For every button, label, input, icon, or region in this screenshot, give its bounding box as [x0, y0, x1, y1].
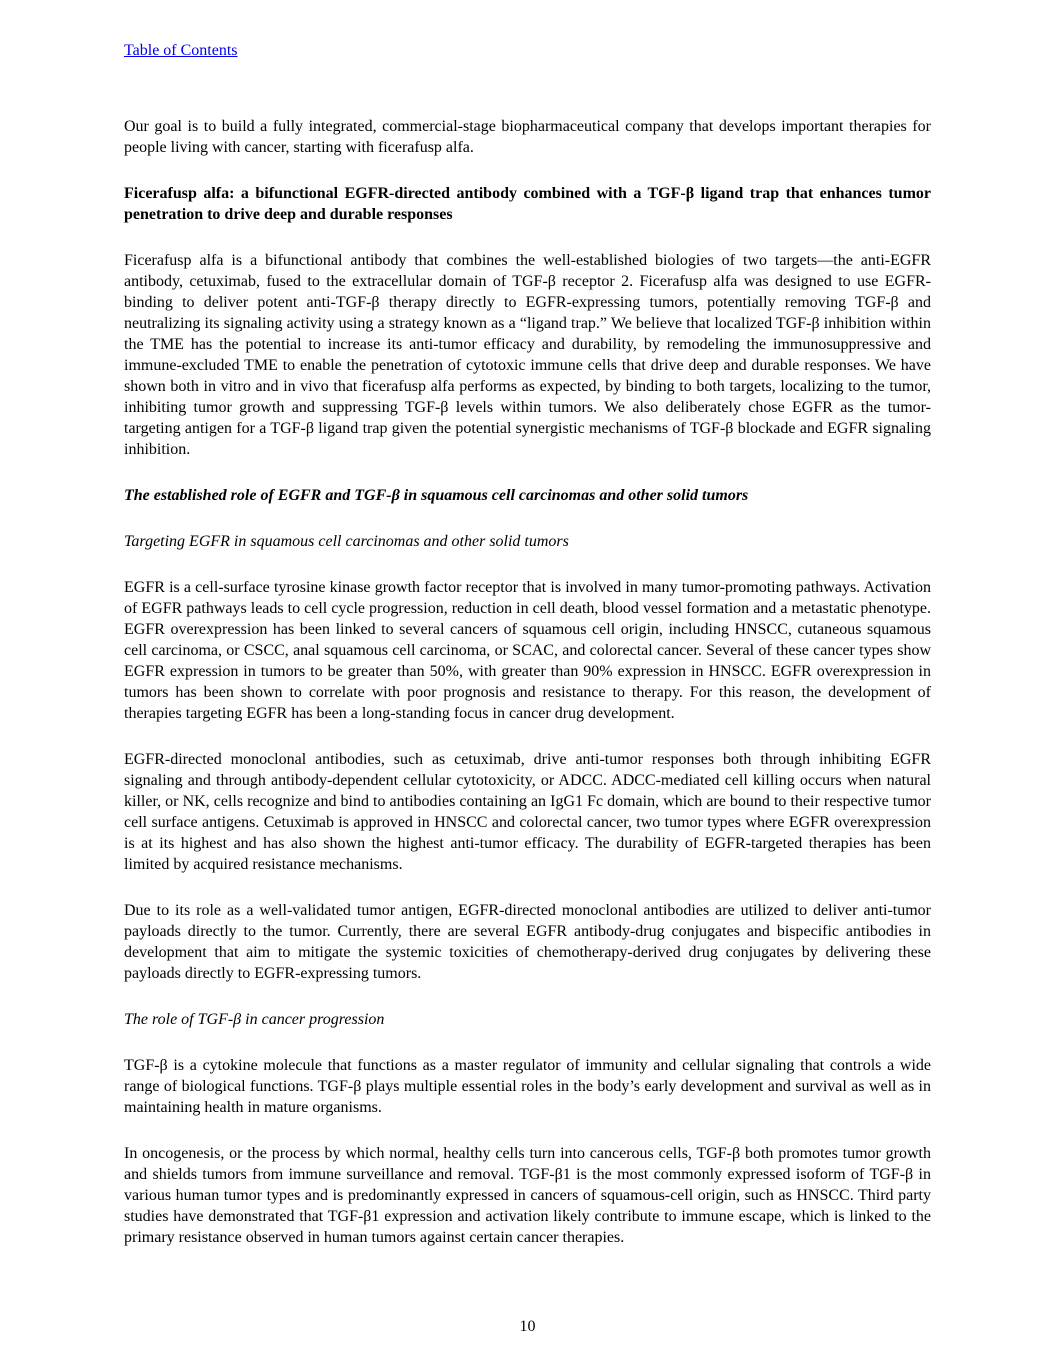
heading-established-role: The established role of EGFR and TGF-β in squamous cell carcinomas and other solid tumors [124, 487, 749, 504]
paragraph-monoclonal-antibodies: EGFR-directed monoclonal antibodies, such as cetuximab, drive anti-tumor responses both through inhibiting EGFR signaling and through antibody-dependent cellular cytotoxicity, or ADCC. ADCC-mediated cell killing occurs when natural killer, or NK, cells recognize and bind to antibodies containing an IgG1 Fc domain, which are bound to their respective tumor cell surface antigens. Cetuximab is approved in HNSCC and colorectal cancer, two tumor types where EGFR overexpression is at its highest and has also shown the highest anti-tumor efficacy. The durability of EGFR-targeted therapies has been limited by acquired resistance mechanisms. [124, 751, 931, 873]
paragraph-tgfb-cytokine: TGF-β is a cytokine molecule that functions as a master regulator of immunity and cellular signaling that controls a wide range of biological functions. TGF-β plays multiple essential roles in the body’s early development and survival as well as in maintaining health in mature organisms. [124, 1057, 931, 1116]
paragraph-oncogenesis: In oncogenesis, or the process by which normal, healthy cells turn into cancerous cells, TGF-β both promotes tumor growth and shields tumors from immune surveillance and removal. TGF-β1 is the most commonly expressed isoform of TGF-β in various human tumor types and is predominantly expressed in cancers of squamous-cell origin, such as HNSCC. Third party studies have demonstrated that TGF-β1 expression and activation likely contribute to immune escape, which is linked to the primary resistance observed in human tumors against certain cancer therapies. [124, 1145, 931, 1246]
heading-ficerafusp-alfa: Ficerafusp alfa: a bifunctional EGFR-directed antibody combined with a TGF-β ligand trap that enhances tumor penetration to drive deep and durable responses [124, 185, 931, 223]
paragraph-antibody-payloads: Due to its role as a well-validated tumor antigen, EGFR-directed monoclonal antibodies are utilized to deliver anti-tumor payloads directly to the tumor. Currently, there are several EGFR antibody-drug conjugates and bispecific antibodies in development that aim to mitigate the systemic toxicities of chemotherapy-derived drug conjugates by delivering these payloads directly to EGFR-expressing tumors. [124, 902, 931, 982]
table-of-contents-link[interactable]: Table of Contents [124, 42, 238, 59]
heading-targeting-egfr: Targeting EGFR in squamous cell carcinomas and other solid tumors [124, 533, 569, 550]
heading-tgfb-cancer-progression: The role of TGF-β in cancer progression [124, 1011, 385, 1028]
page-number: 10 [519, 1318, 536, 1335]
paragraph-company-goal: Our goal is to build a fully integrated, commercial-stage biopharmaceutical company that develops important therapies for people living with cancer, starting with ficerafusp alfa. [124, 118, 931, 156]
paragraph-egfr-overview: EGFR is a cell-surface tyrosine kinase growth factor receptor that is involved in many tumor-promoting pathways. Activation of EGFR pathways leads to cell cycle progression, reduction in cell death, blood vessel formation and a metastatic phenotype. EGFR overexpression has been linked to several cancers of squamous cell origin, including HNSCC, cutaneous squamous cell carcinoma, or CSCC, anal squamous cell carcinoma, or SCAC, and colorectal cancer. Several of these cancer types show EGFR expression in tumors to be greater than 50%, with greater than 90% expression in HNSCC. EGFR overexpression in tumors has been shown to correlate with poor prognosis and resistance to therapy. For this reason, the development of therapies targeting EGFR has been a long-standing focus in cancer drug development. [124, 579, 931, 722]
paragraph-ficerafusp-description: Ficerafusp alfa is a bifunctional antibody that combines the well-established biologies of two targets—the anti-EGFR antibody, cetuximab, fused to the extracellular domain of TGF-β receptor 2. Ficerafusp alfa was designed to use EGFR-binding to deliver potent anti-TGF-β therapy directly to EGFR-expressing tumors, potentially removing TGF-β and neutralizing its signaling activity using a strategy known as a “ligand trap.” We believe that localized TGF-β inhibition within the TME has the potential to increase its anti-tumor efficacy and durability, by remodeling the immunosuppressive and immune-excluded TME to enable the penetration of cytotoxic immune cells that drive deep and durable responses. We have shown both in vitro and in vivo that ficerafusp alfa performs as expected, by binding to both targets, localizing to the tumor, inhibiting tumor growth and suppressing TGF-β levels within tumors. We also deliberately chose EGFR as the tumor-targeting antigen for a TGF-β ligand trap given the potential synergistic mechanisms of TGF-β blockade and EGFR signaling inhibition. [124, 252, 931, 458]
